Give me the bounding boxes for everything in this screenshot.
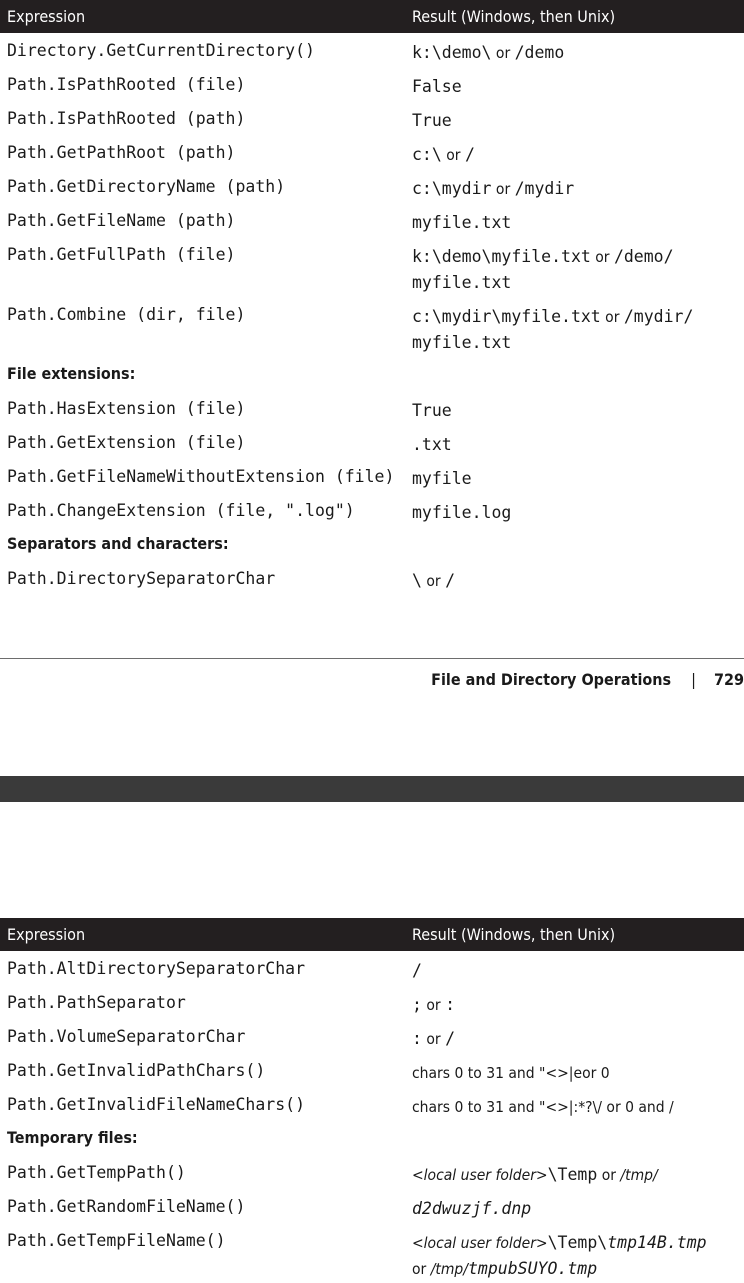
result-cell (412, 1026, 455, 1052)
expression-cell: Path.IsPathRooted (path) (7, 109, 246, 128)
result-fragment: c:\mydir\myfile.txt (412, 307, 601, 326)
result-line (412, 1060, 610, 1086)
result-line (412, 992, 455, 1018)
result-fragment: ; (412, 995, 422, 1014)
footer-title: File and Directory Operations (431, 670, 672, 689)
table-body (0, 951, 744, 1283)
result-line (412, 466, 472, 492)
result-cell (412, 304, 693, 356)
table-body (0, 33, 744, 595)
table-row (0, 33, 744, 67)
result-cell (412, 210, 511, 236)
result-cell (412, 432, 452, 458)
table-row (0, 1053, 744, 1087)
result-fragment: /tmp/ (620, 1166, 658, 1184)
expression-cell: Path.GetFullPath (file) (7, 245, 236, 264)
section-label: Temporary files: (7, 1128, 138, 1147)
result-cell (412, 466, 472, 492)
result-line (412, 568, 455, 594)
result-fragment: myfile.log (412, 503, 512, 522)
expression-cell: Path.GetTempPath() (7, 1163, 186, 1182)
result-fragment: or (491, 44, 515, 62)
page-divider (0, 776, 744, 802)
expression-cell: Path.GetFileNameWithoutExtension (file) (7, 467, 395, 486)
table-row (0, 67, 744, 101)
footer-rule (0, 658, 744, 659)
page-number: 729 (713, 670, 744, 689)
result-fragment: True (412, 401, 452, 420)
table-header (0, 918, 744, 951)
result-line (412, 398, 452, 424)
expression-cell: Directory.GetCurrentDirectory() (7, 41, 315, 60)
result-fragment: myfile.txt (412, 333, 512, 352)
result-line (412, 270, 674, 296)
result-fragment: / (412, 961, 422, 980)
table-row (0, 297, 744, 357)
result-fragment: chars 0 to 31 and "<>|eor 0 (412, 1064, 610, 1082)
result-line (412, 1094, 674, 1120)
header-result: Result (Windows, then Unix) (412, 925, 616, 944)
table-row (0, 1223, 744, 1283)
result-line (412, 1026, 455, 1052)
table-row (0, 951, 744, 985)
result-fragment: / (445, 571, 455, 590)
result-fragment: myfile.txt (412, 213, 512, 232)
result-fragment: \Temp (547, 1165, 598, 1184)
result-line (412, 210, 511, 236)
result-line (412, 244, 674, 270)
expression-cell: Path.HasExtension (file) (7, 399, 246, 418)
result-line (412, 1230, 707, 1256)
result-cell (412, 1196, 531, 1222)
expression-cell: Path.VolumeSeparatorChar (7, 1027, 246, 1046)
result-fragment: <local user folder> (412, 1166, 548, 1184)
result-line (412, 1196, 531, 1222)
expression-cell: Path.DirectorySeparatorChar (7, 569, 276, 588)
result-line (412, 330, 693, 356)
result-fragment: myfile.txt (412, 273, 512, 292)
header-expression: Expression (7, 7, 86, 26)
result-fragment: c:\ (412, 145, 442, 164)
page-footer (431, 670, 744, 690)
result-fragment: or (597, 1166, 621, 1184)
result-fragment: False (412, 77, 462, 96)
result-line (412, 432, 452, 458)
result-cell (412, 142, 475, 168)
expression-cell: Path.IsPathRooted (file) (7, 75, 246, 94)
result-fragment: \ (412, 571, 422, 590)
section-heading (0, 357, 744, 391)
table-row (0, 1189, 744, 1223)
table-row (0, 459, 744, 493)
result-line (412, 1256, 707, 1282)
result-fragment: / (445, 1029, 455, 1048)
result-cell (412, 500, 511, 526)
result-line (412, 958, 422, 984)
result-fragment: : (412, 1029, 422, 1048)
result-fragment: /demo (514, 43, 565, 62)
result-fragment: chars 0 to 31 and "<>|:*?\/ or 0 and / (412, 1098, 674, 1116)
result-fragment: k:\demo\ (412, 43, 492, 62)
result-fragment: \Temp\ (547, 1233, 608, 1252)
expression-cell: Path.ChangeExtension (file, ".log") (7, 501, 355, 520)
expression-cell: Path.GetTempFileName() (7, 1231, 226, 1250)
result-cell (412, 1162, 658, 1188)
result-cell (412, 244, 674, 296)
result-line (412, 74, 462, 100)
result-fragment: myfile (412, 469, 472, 488)
expression-cell: Path.PathSeparator (7, 993, 186, 1012)
expression-cell: Path.GetFileName (path) (7, 211, 236, 230)
expression-cell: Path.AltDirectorySeparatorChar (7, 959, 306, 978)
section-heading (0, 1121, 744, 1155)
expression-cell: Path.GetDirectoryName (path) (7, 177, 286, 196)
result-fragment: : (445, 995, 455, 1014)
result-fragment: or (441, 146, 465, 164)
table-header (0, 0, 744, 33)
header-expression: Expression (7, 925, 86, 944)
result-fragment: /mydir/ (623, 307, 694, 326)
result-fragment: or (412, 1260, 431, 1278)
table-row (0, 493, 744, 527)
section-label: File extensions: (7, 364, 136, 383)
path-table-page-1 (0, 0, 744, 595)
result-fragment: .txt (412, 435, 452, 454)
table-row (0, 203, 744, 237)
expression-cell: Path.GetRandomFileName() (7, 1197, 246, 1216)
expression-cell: Path.GetInvalidFileNameChars() (7, 1095, 306, 1114)
result-cell (412, 176, 574, 202)
table-row (0, 985, 744, 1019)
expression-cell: Path.Combine (dir, file) (7, 305, 246, 324)
result-cell (412, 568, 455, 594)
result-fragment: c:\mydir (412, 179, 492, 198)
result-fragment: <local user folder> (412, 1234, 548, 1252)
result-line (412, 500, 511, 526)
result-line (412, 108, 452, 134)
result-cell (412, 992, 455, 1018)
result-fragment: or (491, 180, 515, 198)
table-row (0, 391, 744, 425)
path-table-page-2 (0, 918, 744, 1283)
result-fragment: or (421, 572, 446, 590)
result-cell (412, 958, 422, 984)
result-cell (412, 74, 462, 100)
result-cell (412, 398, 452, 424)
table-row (0, 1155, 744, 1189)
result-fragment: /mydir (514, 179, 575, 198)
result-cell (412, 1060, 610, 1086)
result-fragment: tmpubSUYO.tmp (468, 1259, 598, 1278)
table-row (0, 425, 744, 459)
result-fragment: or (600, 308, 624, 326)
result-line (412, 1162, 658, 1188)
table-row (0, 1019, 744, 1053)
table-row (0, 237, 744, 297)
section-label: Separators and characters: (7, 534, 229, 553)
result-fragment: tmp14B.tmp (607, 1233, 707, 1252)
header-result: Result (Windows, then Unix) (412, 7, 616, 26)
result-line (412, 40, 564, 66)
table-row (0, 135, 744, 169)
expression-cell: Path.GetInvalidPathChars() (7, 1061, 266, 1080)
result-line (412, 142, 475, 168)
result-cell (412, 40, 564, 66)
expression-cell: Path.GetPathRoot (path) (7, 143, 236, 162)
result-cell (412, 1094, 674, 1120)
footer-separator: | (691, 670, 696, 689)
result-fragment: or (421, 1030, 446, 1048)
result-cell (412, 108, 452, 134)
result-line (412, 176, 574, 202)
table-row (0, 169, 744, 203)
result-line (412, 304, 693, 330)
section-heading (0, 527, 744, 561)
result-fragment: / (464, 145, 475, 164)
result-fragment: /demo/ (613, 247, 674, 266)
table-row (0, 1087, 744, 1121)
result-fragment: True (412, 111, 452, 130)
result-fragment: d2dwuzjf.dnp (412, 1199, 532, 1218)
result-fragment: or (590, 248, 614, 266)
expression-cell: Path.GetExtension (file) (7, 433, 246, 452)
result-fragment: or (421, 996, 446, 1014)
result-fragment: /tmp/ (430, 1260, 468, 1278)
table-row (0, 561, 744, 595)
result-fragment: k:\demo\myfile.txt (412, 247, 591, 266)
table-row (0, 101, 744, 135)
result-cell (412, 1230, 707, 1282)
